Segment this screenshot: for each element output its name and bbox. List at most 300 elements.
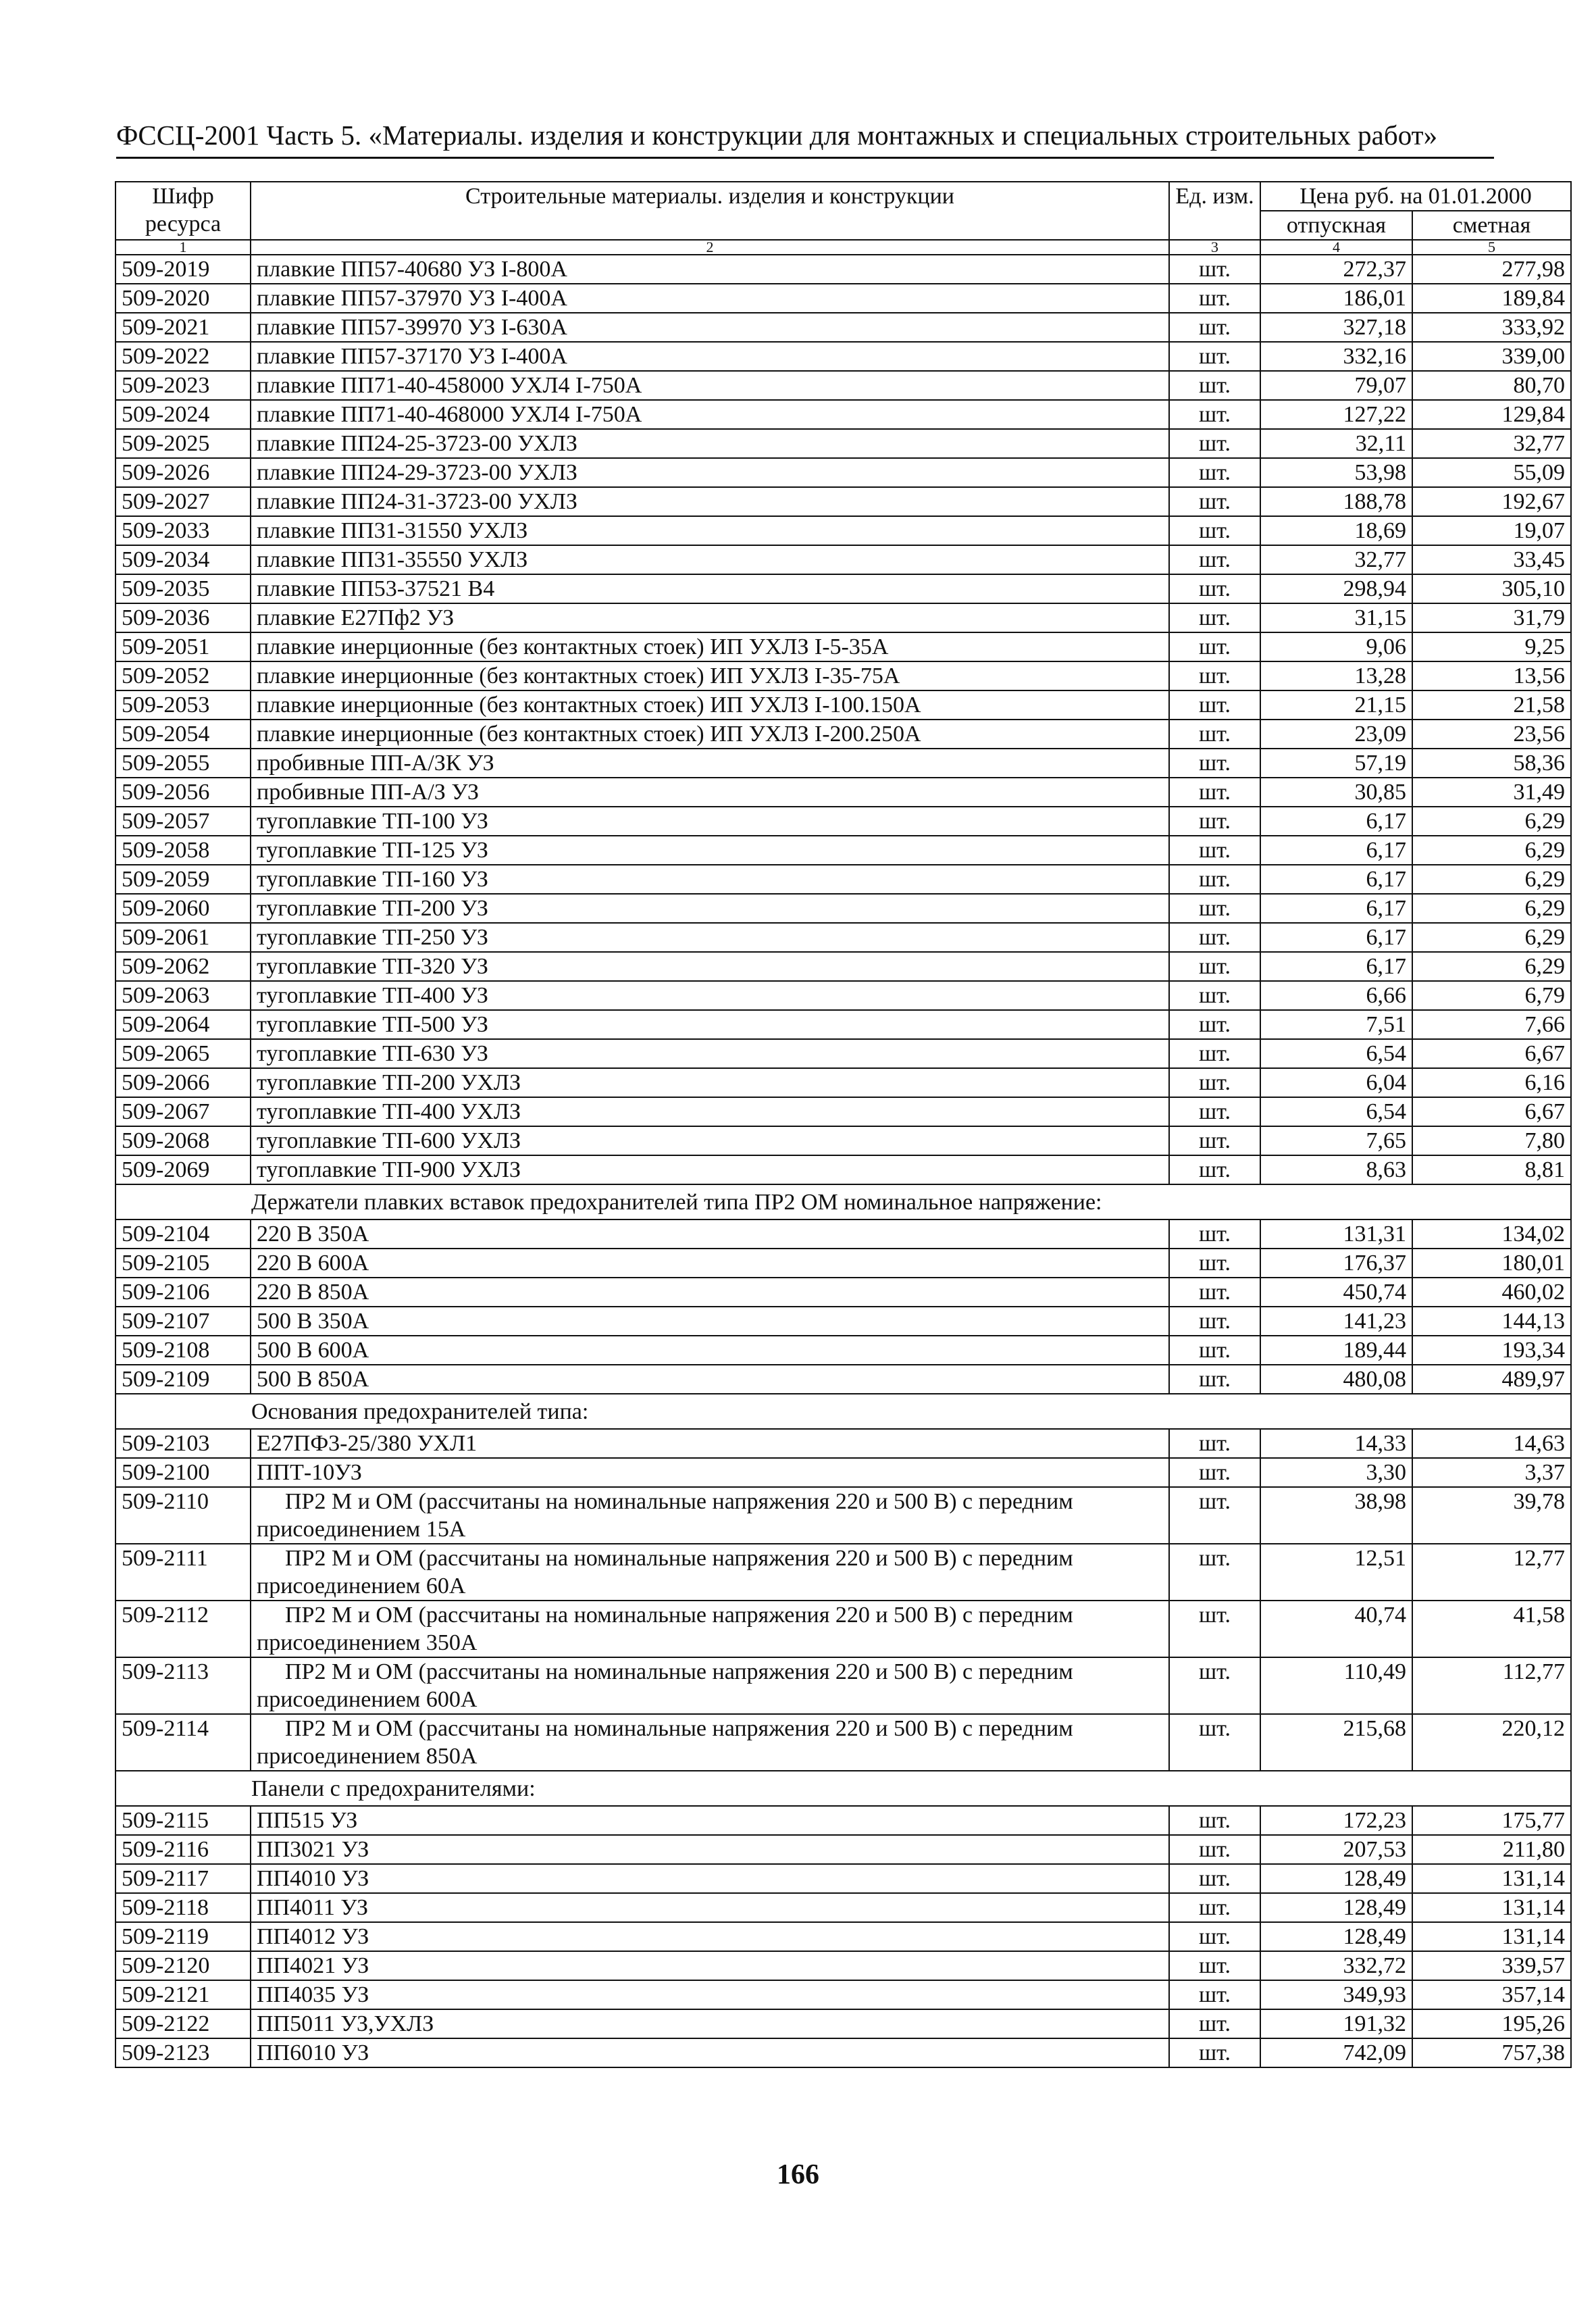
table-row <box>115 2038 1571 2067</box>
release-price: 131,31 <box>1260 1219 1412 1249</box>
estimate-price: 31,79 <box>1412 603 1571 632</box>
material-name: плавкие инерционные (без контактных стоек) ИП УХЛЗ I-100.150А <box>251 690 1169 720</box>
table-row <box>115 313 1571 342</box>
material-name: ПП4035 УЗ <box>251 1980 1169 2009</box>
estimate-price: 357,14 <box>1412 1980 1571 2009</box>
resource-code: 509-2110 <box>115 1487 251 1544</box>
estimate-price: 131,14 <box>1412 1893 1571 1922</box>
estimate-price: 6,67 <box>1412 1097 1571 1126</box>
unit: шт. <box>1169 1544 1260 1601</box>
release-price: 188,78 <box>1260 487 1412 516</box>
table-row <box>115 1864 1571 1893</box>
resource-code: 509-2066 <box>115 1068 251 1097</box>
material-name: тугоплавкие ТП-250 УЗ <box>251 923 1169 952</box>
resource-code: 509-2052 <box>115 661 251 690</box>
estimate-price: 129,84 <box>1412 400 1571 429</box>
unit: шт. <box>1169 1307 1260 1336</box>
unit: шт. <box>1169 342 1260 371</box>
resource-code: 509-2108 <box>115 1336 251 1365</box>
material-name: ПП4010 УЗ <box>251 1864 1169 1893</box>
table-row <box>115 1835 1571 1864</box>
release-price: 191,32 <box>1260 2009 1412 2038</box>
material-name: плавкие ПП57-37170 УЗ I-400А <box>251 342 1169 371</box>
release-price: 23,09 <box>1260 720 1412 749</box>
resource-code: 509-2063 <box>115 981 251 1010</box>
table-row <box>115 1601 1571 1657</box>
release-price: 6,17 <box>1260 807 1412 836</box>
table-row <box>115 1544 1571 1601</box>
unit: шт. <box>1169 313 1260 342</box>
resource-code: 509-2112 <box>115 1601 251 1657</box>
estimate-price: 21,58 <box>1412 690 1571 720</box>
table-row <box>115 400 1571 429</box>
table-row <box>115 1010 1571 1039</box>
resource-code: 509-2103 <box>115 1429 251 1458</box>
section-row <box>115 1394 1571 1429</box>
col-number: 3 <box>1169 240 1260 255</box>
unit: шт. <box>1169 749 1260 778</box>
section-title: Основания предохранителей типа: <box>115 1394 1571 1429</box>
resource-code: 509-2114 <box>115 1714 251 1771</box>
resource-code: 509-2068 <box>115 1126 251 1155</box>
table-row <box>115 1458 1571 1487</box>
material-name: ПП4011 УЗ <box>251 1893 1169 1922</box>
material-name: 500 В 600А <box>251 1336 1169 1365</box>
resource-code: 509-2020 <box>115 284 251 313</box>
unit: шт. <box>1169 1155 1260 1184</box>
material-name: тугоплавкие ТП-200 УХЛЗ <box>251 1068 1169 1097</box>
table-row <box>115 1429 1571 1458</box>
material-name: тугоплавкие ТП-200 УЗ <box>251 894 1169 923</box>
material-name: плавкие инерционные (без контактных стоек) ИП УХЛЗ I-35-75А <box>251 661 1169 690</box>
release-price: 32,11 <box>1260 429 1412 458</box>
table-row <box>115 1951 1571 1980</box>
section-row <box>115 1184 1571 1219</box>
material-name: ПР2 М и ОМ (рассчитаны на номинальные напряжения 220 и 500 В) с передним присоединением 60А <box>251 1544 1169 1601</box>
release-price: 141,23 <box>1260 1307 1412 1336</box>
material-name: плавкие ПП57-37970 УЗ I-400А <box>251 284 1169 313</box>
release-price: 53,98 <box>1260 458 1412 487</box>
table-row <box>115 749 1571 778</box>
unit: шт. <box>1169 1429 1260 1458</box>
release-price: 332,72 <box>1260 1951 1412 1980</box>
resource-code: 509-2034 <box>115 545 251 574</box>
release-price: 332,16 <box>1260 342 1412 371</box>
release-price: 6,66 <box>1260 981 1412 1010</box>
table-row <box>115 1336 1571 1365</box>
estimate-price: 131,14 <box>1412 1922 1571 1951</box>
table-row <box>115 516 1571 545</box>
col-number: 5 <box>1412 240 1571 255</box>
release-price: 9,06 <box>1260 632 1412 661</box>
release-price: 298,94 <box>1260 574 1412 603</box>
resource-code: 509-2059 <box>115 865 251 894</box>
material-name: плавкие ПП31-31550 УХЛЗ <box>251 516 1169 545</box>
estimate-price: 41,58 <box>1412 1601 1571 1657</box>
unit: шт. <box>1169 255 1260 284</box>
resource-code: 509-2054 <box>115 720 251 749</box>
unit: шт. <box>1169 923 1260 952</box>
material-name: плавкие ПП53-37521 В4 <box>251 574 1169 603</box>
table-row <box>115 720 1571 749</box>
estimate-price: 460,02 <box>1412 1278 1571 1307</box>
estimate-price: 6,29 <box>1412 807 1571 836</box>
estimate-price: 757,38 <box>1412 2038 1571 2067</box>
material-name: плавкие инерционные (без контактных стоек) ИП УХЛЗ I-5-35А <box>251 632 1169 661</box>
estimate-price: 39,78 <box>1412 1487 1571 1544</box>
table-row <box>115 1365 1571 1394</box>
table-row <box>115 487 1571 516</box>
material-name: плавкие ПП57-40680 УЗ I-800А <box>251 255 1169 284</box>
release-price: 172,23 <box>1260 1806 1412 1835</box>
table-row <box>115 1657 1571 1714</box>
col-header-unit: Ед. изм. <box>1169 182 1260 240</box>
resource-code: 509-2026 <box>115 458 251 487</box>
release-price: 110,49 <box>1260 1657 1412 1714</box>
unit: шт. <box>1169 516 1260 545</box>
unit: шт. <box>1169 1922 1260 1951</box>
estimate-price: 6,29 <box>1412 836 1571 865</box>
estimate-price: 23,56 <box>1412 720 1571 749</box>
release-price: 21,15 <box>1260 690 1412 720</box>
resource-code: 509-2121 <box>115 1980 251 2009</box>
estimate-price: 193,34 <box>1412 1336 1571 1365</box>
unit: шт. <box>1169 284 1260 313</box>
estimate-price: 489,97 <box>1412 1365 1571 1394</box>
material-name: ПР2 М и ОМ (рассчитаны на номинальные напряжения 220 и 500 В) с передним присоединением 600А <box>251 1657 1169 1714</box>
material-name: плавкие Е27Пф2 УЗ <box>251 603 1169 632</box>
resource-code: 509-2122 <box>115 2009 251 2038</box>
estimate-price: 7,80 <box>1412 1126 1571 1155</box>
estimate-price: 31,49 <box>1412 778 1571 807</box>
release-price: 742,09 <box>1260 2038 1412 2067</box>
unit: шт. <box>1169 1893 1260 1922</box>
table-row <box>115 545 1571 574</box>
estimate-price: 189,84 <box>1412 284 1571 313</box>
estimate-price: 3,37 <box>1412 1458 1571 1487</box>
table-body <box>115 255 1571 2067</box>
unit: шт. <box>1169 778 1260 807</box>
table-row <box>115 1155 1571 1184</box>
estimate-price: 6,29 <box>1412 865 1571 894</box>
estimate-price: 305,10 <box>1412 574 1571 603</box>
col-header-release-price: отпускная <box>1260 211 1412 240</box>
material-name: ППТ-10УЗ <box>251 1458 1169 1487</box>
unit: шт. <box>1169 1864 1260 1893</box>
estimate-price: 19,07 <box>1412 516 1571 545</box>
estimate-price: 13,56 <box>1412 661 1571 690</box>
resource-code: 509-2104 <box>115 1219 251 1249</box>
release-price: 128,49 <box>1260 1893 1412 1922</box>
resource-code: 509-2107 <box>115 1307 251 1336</box>
unit: шт. <box>1169 1365 1260 1394</box>
release-price: 7,65 <box>1260 1126 1412 1155</box>
release-price: 176,37 <box>1260 1249 1412 1278</box>
material-name: плавкие ПП24-29-3723-00 УХЛЗ <box>251 458 1169 487</box>
resource-code: 509-2033 <box>115 516 251 545</box>
resource-code: 509-2113 <box>115 1657 251 1714</box>
estimate-price: 6,79 <box>1412 981 1571 1010</box>
release-price: 128,49 <box>1260 1864 1412 1893</box>
unit: шт. <box>1169 574 1260 603</box>
table-row <box>115 1126 1571 1155</box>
release-price: 57,19 <box>1260 749 1412 778</box>
material-name: 220 В 350А <box>251 1219 1169 1249</box>
unit: шт. <box>1169 545 1260 574</box>
release-price: 480,08 <box>1260 1365 1412 1394</box>
resource-code: 509-2106 <box>115 1278 251 1307</box>
release-price: 6,17 <box>1260 952 1412 981</box>
material-name: пробивные ПП-А/ЗК УЗ <box>251 749 1169 778</box>
col-header-price: Цена руб. на 01.01.2000 <box>1260 182 1571 211</box>
release-price: 349,93 <box>1260 1980 1412 2009</box>
resource-code: 509-2117 <box>115 1864 251 1893</box>
release-price: 32,77 <box>1260 545 1412 574</box>
material-name: ПП4012 УЗ <box>251 1922 1169 1951</box>
estimate-price: 134,02 <box>1412 1219 1571 1249</box>
resource-code: 509-2036 <box>115 603 251 632</box>
release-price: 79,07 <box>1260 371 1412 400</box>
table-row <box>115 1893 1571 1922</box>
estimate-price: 6,29 <box>1412 952 1571 981</box>
estimate-price: 220,12 <box>1412 1714 1571 1771</box>
unit: шт. <box>1169 1714 1260 1771</box>
material-name: тугоплавкие ТП-600 УХЛЗ <box>251 1126 1169 1155</box>
table-row <box>115 1039 1571 1068</box>
estimate-price: 211,80 <box>1412 1835 1571 1864</box>
resource-code: 509-2062 <box>115 952 251 981</box>
table-row <box>115 807 1571 836</box>
resource-code: 509-2027 <box>115 487 251 516</box>
header-divider <box>116 157 1494 159</box>
table-row <box>115 574 1571 603</box>
resource-code: 509-2118 <box>115 1893 251 1922</box>
resource-code: 509-2053 <box>115 690 251 720</box>
unit: шт. <box>1169 1039 1260 1068</box>
material-name: 220 В 850А <box>251 1278 1169 1307</box>
table-row <box>115 981 1571 1010</box>
material-name: тугоплавкие ТП-400 УХЛЗ <box>251 1097 1169 1126</box>
material-name: 500 В 850А <box>251 1365 1169 1394</box>
release-price: 215,68 <box>1260 1714 1412 1771</box>
release-price: 327,18 <box>1260 313 1412 342</box>
estimate-price: 339,57 <box>1412 1951 1571 1980</box>
resource-code: 509-2019 <box>115 255 251 284</box>
unit: шт. <box>1169 603 1260 632</box>
unit: шт. <box>1169 429 1260 458</box>
col-header-estimate-price: сметная <box>1412 211 1571 240</box>
material-name: тугоплавкие ТП-320 УЗ <box>251 952 1169 981</box>
price-table <box>115 181 1572 2068</box>
material-name: тугоплавкие ТП-125 УЗ <box>251 836 1169 865</box>
resource-code: 509-2119 <box>115 1922 251 1951</box>
estimate-price: 80,70 <box>1412 371 1571 400</box>
estimate-price: 144,13 <box>1412 1307 1571 1336</box>
table-row <box>115 690 1571 720</box>
table-row <box>115 1219 1571 1249</box>
release-price: 7,51 <box>1260 1010 1412 1039</box>
col-header-name: Строительные материалы. изделия и конструкции <box>251 182 1169 240</box>
release-price: 6,54 <box>1260 1097 1412 1126</box>
material-name: тугоплавкие ТП-400 УЗ <box>251 981 1169 1010</box>
unit: шт. <box>1169 1835 1260 1864</box>
estimate-price: 9,25 <box>1412 632 1571 661</box>
table-row <box>115 632 1571 661</box>
resource-code: 509-2064 <box>115 1010 251 1039</box>
resource-code: 509-2061 <box>115 923 251 952</box>
table-row <box>115 865 1571 894</box>
estimate-price: 195,26 <box>1412 2009 1571 2038</box>
estimate-price: 6,16 <box>1412 1068 1571 1097</box>
unit: шт. <box>1169 458 1260 487</box>
unit: шт. <box>1169 720 1260 749</box>
unit: шт. <box>1169 371 1260 400</box>
estimate-price: 131,14 <box>1412 1864 1571 1893</box>
resource-code: 509-2023 <box>115 371 251 400</box>
resource-code: 509-2035 <box>115 574 251 603</box>
resource-code: 509-2120 <box>115 1951 251 1980</box>
table-row <box>115 778 1571 807</box>
estimate-price: 175,77 <box>1412 1806 1571 1835</box>
col-number: 1 <box>115 240 251 255</box>
release-price: 6,17 <box>1260 865 1412 894</box>
release-price: 207,53 <box>1260 1835 1412 1864</box>
unit: шт. <box>1169 1249 1260 1278</box>
resource-code: 509-2021 <box>115 313 251 342</box>
material-name: плавкие ПП24-31-3723-00 УХЛЗ <box>251 487 1169 516</box>
unit: шт. <box>1169 952 1260 981</box>
material-name: ПП515 УЗ <box>251 1806 1169 1835</box>
page-title: ФССЦ-2001 Часть 5. «Материалы. изделия и конструкции для монтажных и специальных строительных работ» <box>116 120 1438 151</box>
release-price: 38,98 <box>1260 1487 1412 1544</box>
material-name: плавкие ПП71-40-458000 УХЛ4 I-750А <box>251 371 1169 400</box>
resource-code: 509-2111 <box>115 1544 251 1601</box>
unit: шт. <box>1169 1487 1260 1544</box>
material-name: плавкие ПП71-40-468000 УХЛ4 I-750А <box>251 400 1169 429</box>
material-name: тугоплавкие ТП-630 УЗ <box>251 1039 1169 1068</box>
table-row <box>115 1714 1571 1771</box>
estimate-price: 6,29 <box>1412 894 1571 923</box>
table-row <box>115 284 1571 313</box>
section-title: Держатели плавких вставок предохранителей типа ПР2 ОМ номинальное напряжение: <box>115 1184 1571 1219</box>
table-row <box>115 1068 1571 1097</box>
release-price: 30,85 <box>1260 778 1412 807</box>
release-price: 13,28 <box>1260 661 1412 690</box>
unit: шт. <box>1169 981 1260 1010</box>
unit: шт. <box>1169 1336 1260 1365</box>
unit: шт. <box>1169 1126 1260 1155</box>
estimate-price: 6,67 <box>1412 1039 1571 1068</box>
resource-code: 509-2051 <box>115 632 251 661</box>
table-row <box>115 952 1571 981</box>
release-price: 40,74 <box>1260 1601 1412 1657</box>
table-row <box>115 371 1571 400</box>
material-name: плавкие ПП31-35550 УХЛЗ <box>251 545 1169 574</box>
release-price: 6,17 <box>1260 894 1412 923</box>
table-row <box>115 923 1571 952</box>
unit: шт. <box>1169 1951 1260 1980</box>
col-number: 2 <box>251 240 1169 255</box>
unit: шт. <box>1169 836 1260 865</box>
estimate-price: 12,77 <box>1412 1544 1571 1601</box>
unit: шт. <box>1169 2009 1260 2038</box>
estimate-price: 7,66 <box>1412 1010 1571 1039</box>
resource-code: 509-2069 <box>115 1155 251 1184</box>
release-price: 6,54 <box>1260 1039 1412 1068</box>
material-name: плавкие инерционные (без контактных стоек) ИП УХЛЗ I-200.250А <box>251 720 1169 749</box>
estimate-price: 6,29 <box>1412 923 1571 952</box>
table-row <box>115 1307 1571 1336</box>
release-price: 12,51 <box>1260 1544 1412 1601</box>
resource-code: 509-2025 <box>115 429 251 458</box>
unit: шт. <box>1169 1601 1260 1657</box>
resource-code: 509-2067 <box>115 1097 251 1126</box>
release-price: 8,63 <box>1260 1155 1412 1184</box>
resource-code: 509-2109 <box>115 1365 251 1394</box>
release-price: 450,74 <box>1260 1278 1412 1307</box>
material-name: ПП3021 УЗ <box>251 1835 1169 1864</box>
release-price: 272,37 <box>1260 255 1412 284</box>
col-header-code: Шифр ресурса <box>115 182 251 240</box>
table-row <box>115 661 1571 690</box>
table-row <box>115 342 1571 371</box>
resource-code: 509-2024 <box>115 400 251 429</box>
material-name: пробивные ПП-А/З УЗ <box>251 778 1169 807</box>
table-row <box>115 603 1571 632</box>
resource-code: 509-2115 <box>115 1806 251 1835</box>
material-name: 220 В 600А <box>251 1249 1169 1278</box>
unit: шт. <box>1169 1806 1260 1835</box>
unit: шт. <box>1169 807 1260 836</box>
resource-code: 509-2057 <box>115 807 251 836</box>
table-row <box>115 894 1571 923</box>
estimate-price: 55,09 <box>1412 458 1571 487</box>
estimate-price: 339,00 <box>1412 342 1571 371</box>
resource-code: 509-2055 <box>115 749 251 778</box>
unit: шт. <box>1169 1097 1260 1126</box>
col-number: 4 <box>1260 240 1412 255</box>
table-row <box>115 429 1571 458</box>
resource-code: 509-2022 <box>115 342 251 371</box>
resource-code: 509-2123 <box>115 2038 251 2067</box>
release-price: 128,49 <box>1260 1922 1412 1951</box>
release-price: 189,44 <box>1260 1336 1412 1365</box>
material-name: тугоплавкие ТП-500 УЗ <box>251 1010 1169 1039</box>
page-number: 166 <box>777 2159 819 2190</box>
unit: шт. <box>1169 894 1260 923</box>
release-price: 31,15 <box>1260 603 1412 632</box>
material-name: ПП4021 УЗ <box>251 1951 1169 1980</box>
unit: шт. <box>1169 632 1260 661</box>
resource-code: 509-2100 <box>115 1458 251 1487</box>
unit: шт. <box>1169 2038 1260 2067</box>
resource-code: 509-2105 <box>115 1249 251 1278</box>
table-row <box>115 1922 1571 1951</box>
unit: шт. <box>1169 865 1260 894</box>
material-name: ПР2 М и ОМ (рассчитаны на номинальные напряжения 220 и 500 В) с передним присоединением 15А <box>251 1487 1169 1544</box>
unit: шт. <box>1169 1068 1260 1097</box>
material-name: ПП5011 УЗ,УХЛЗ <box>251 2009 1169 2038</box>
resource-code: 509-2116 <box>115 1835 251 1864</box>
unit: шт. <box>1169 690 1260 720</box>
section-row <box>115 1771 1571 1806</box>
material-name: ПР2 М и ОМ (рассчитаны на номинальные напряжения 220 и 500 В) с передним присоединением 350А <box>251 1601 1169 1657</box>
estimate-price: 8,81 <box>1412 1155 1571 1184</box>
unit: шт. <box>1169 1278 1260 1307</box>
release-price: 14,33 <box>1260 1429 1412 1458</box>
release-price: 6,04 <box>1260 1068 1412 1097</box>
material-name: плавкие ПП57-39970 УЗ I-630А <box>251 313 1169 342</box>
